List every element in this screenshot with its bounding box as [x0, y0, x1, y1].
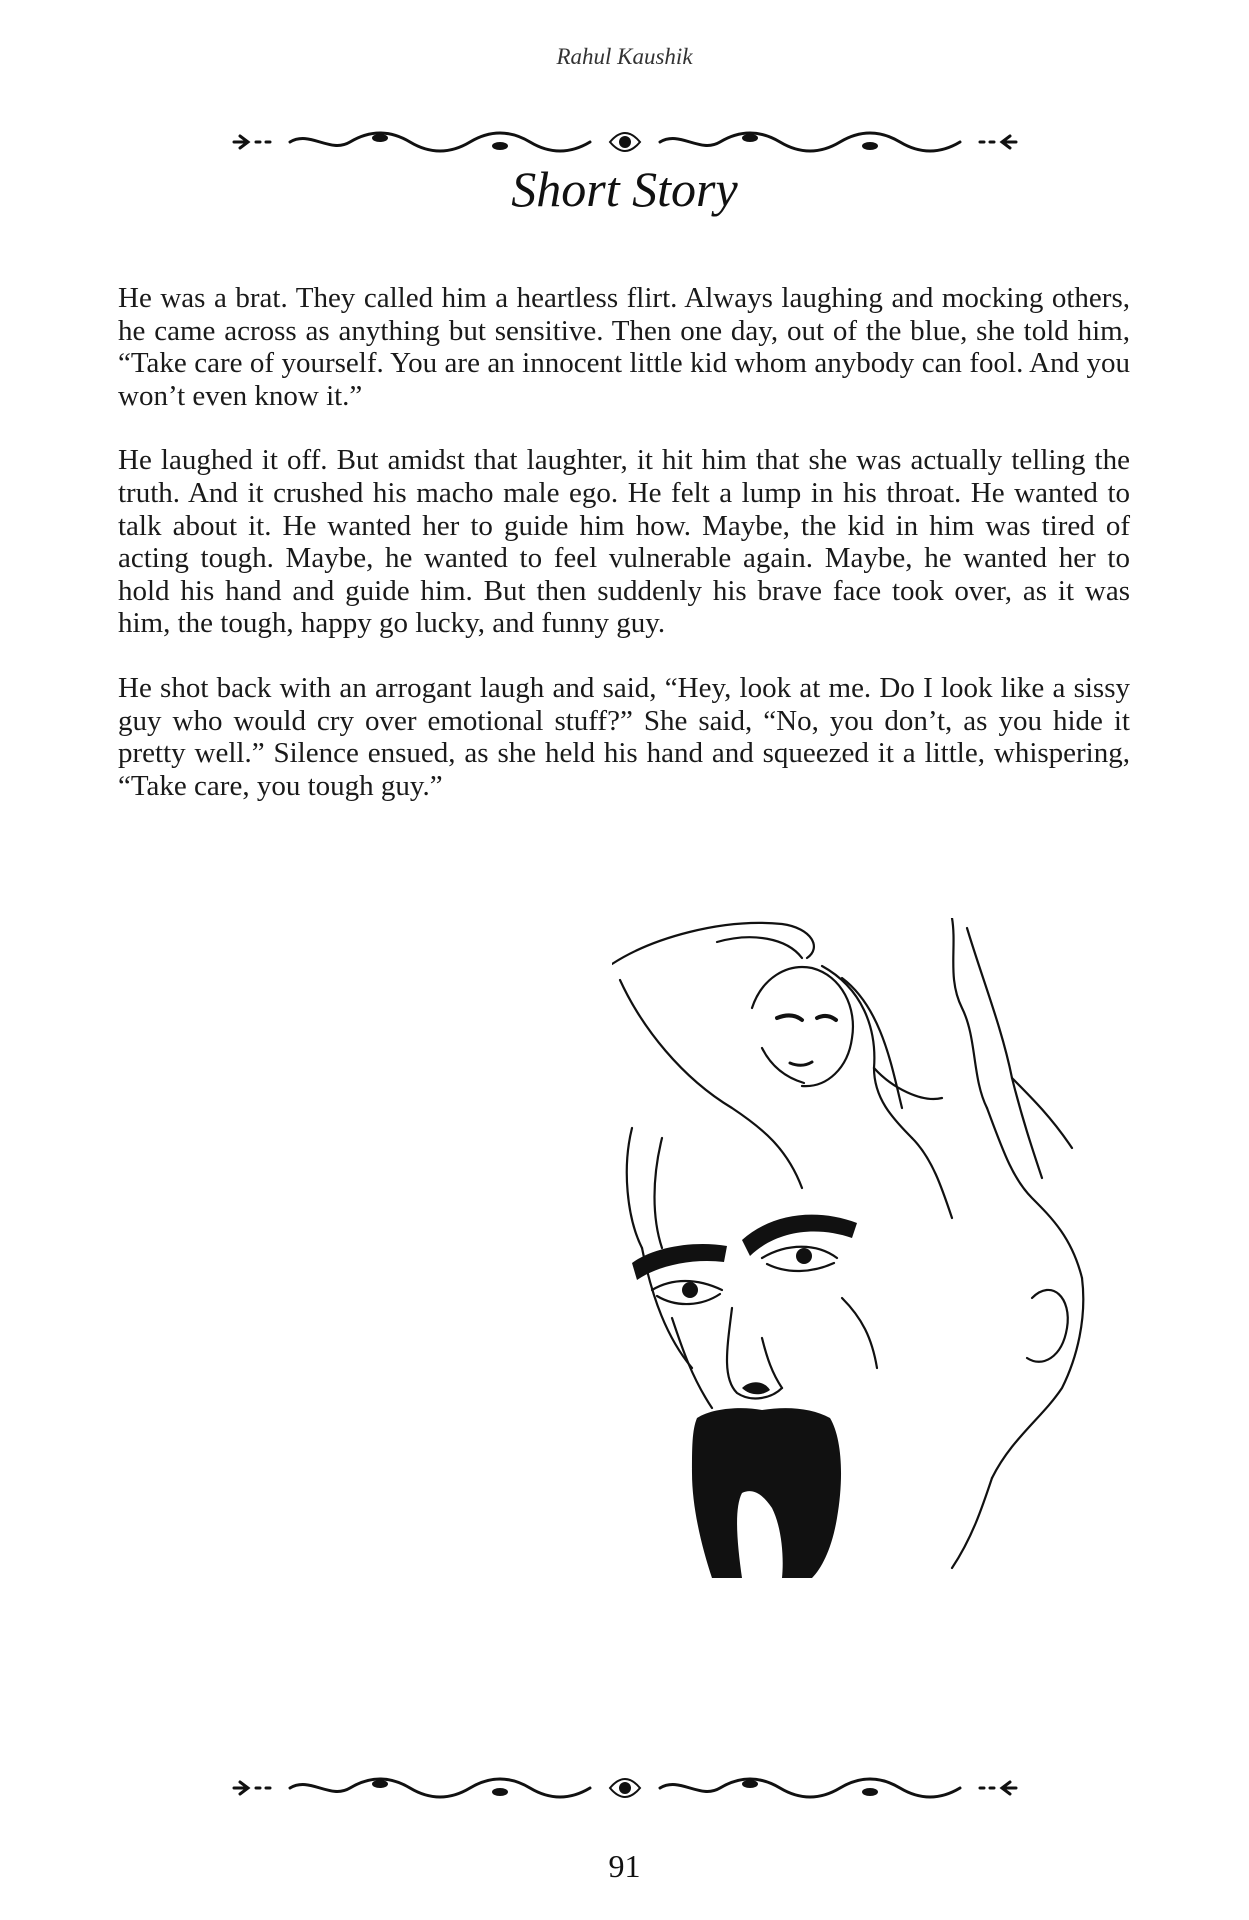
running-header-author: Rahul Kaushik — [556, 44, 693, 69]
story-body — [118, 282, 1130, 834]
story-paragraph-2: He laughed it off. But amidst that laughter, it hit him that she was actually telling the truth. And it crushed his macho male ego. He felt a lump in his throat. He wanted to talk about it. He wanted her to guide him how. Maybe, the kid in him was tired of acting tough. Maybe, he wanted to feel vulnerable again. Maybe, he wanted her to hold his hand and guide him. But then suddenly his brave face took over, as it was him, the tough, happy go lucky, and funny guy. — [118, 444, 1130, 640]
ornamental-divider-bottom — [230, 1768, 1020, 1808]
story-paragraph-1: He was a brat. They called him a heartless flirt. Always laughing and mocking others, he came across as anything but sensitive. Then one day, out of the blue, she told him, “Take care of yourself. You are an innocent little kid whom anybody can fool. And you won’t even know it.” — [118, 282, 1130, 412]
page-number: 91 — [608, 1848, 641, 1884]
ornamental-divider-top — [230, 122, 1020, 162]
story-paragraph-3: He shot back with an arrogant laugh and said, “Hey, look at me. Do I look like a sissy guy who would cry over emotional stuff?” She said, “No, you don’t, as you hide it pretty well.” Silence ensued, as she held his hand and squeezed it a little, whispering, “Take care, you tough guy.” — [118, 671, 1130, 802]
line-drawing-man-woman-illustration — [612, 918, 1092, 1578]
story-title: Short Story — [511, 161, 738, 217]
